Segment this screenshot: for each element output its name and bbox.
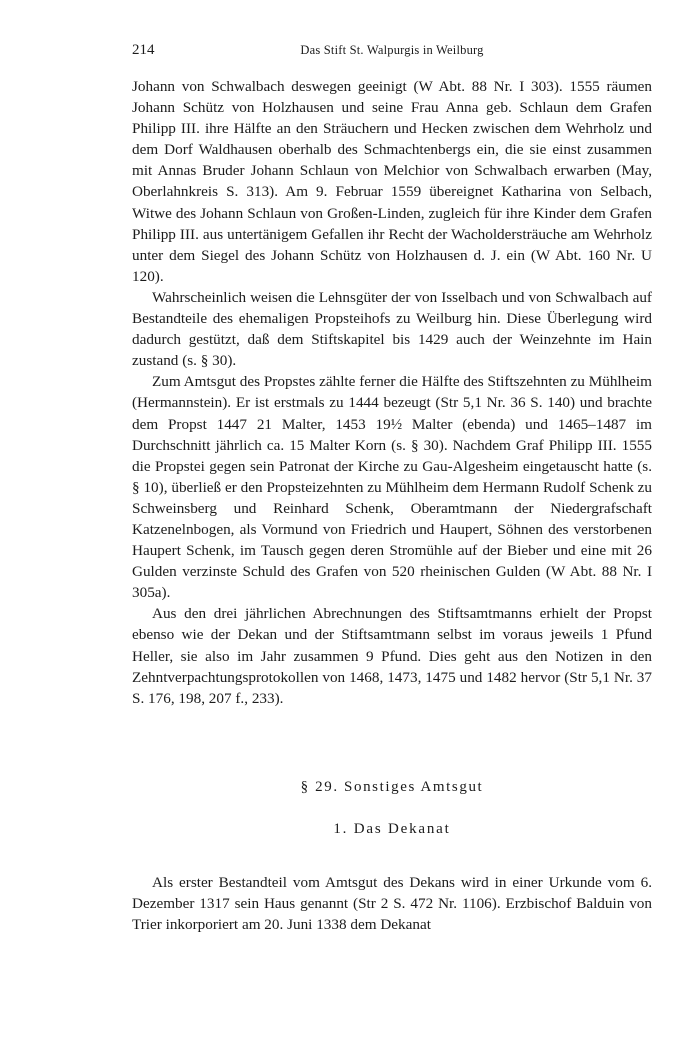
- section-heading: § 29. Sonstiges Amtsgut: [300, 778, 484, 795]
- paragraph: Wahrscheinlich weisen die Lehnsgüter der von Isselbach und von Schwalbach auf Bestandteile des ehemaligen Propsteihofs zu Weilburg hin. Diese Überlegung wird dadurch gestützt, daß dem Stiftskapitel bis 1429 auch der Weinzehnte im Hain zustand (s. § 30).: [132, 288, 652, 370]
- paragraph: Als erster Bestandteil vom Amtsgut des Dekans wird in einer Urkunde vom 6. Dezember 1317 sein Haus genannt (Str 2 S. 472 Nr. 1106). Erzbischof Balduin von Trier inkorporiert am 20. Juni 1338 dem Dekanat: [132, 874, 652, 934]
- running-header: [132, 42, 652, 64]
- paragraph: Zum Amtsgut des Propstes zählte ferner die Hälfte des Stiftszehnten zu Mühlheim (Hermannstein). Er ist erstmals zu 1444 bezeugt (Str 5,1 Nr. 36 S. 140) und brachte dem Propst 1447 21 Malter, 1453 19½ Malter (ebenda) und 1465–1487 im Durchschnitt jährlich ca. 15 Malter Korn (s. § 30). Nachdem Graf Philipp III. 1555 die Propstei gegen sein Patronat der Kirche zu Gau-Algesheim eingetauscht hatte (s. § 10), überließ er den Propsteizehnten zu Mühlheim dem Hermann Rudolf Schenk zu Schweinsberg und Reinhard Schenk, Oberamtmann der Niedergrafschaft Katzenelnbogen, als Vormund von Friedrich und Haupert, Söhnen des verstorbenen Haupert Schenk, im Tausch gegen deren Stromühle auf der Bieber und eine mit 26 Gulden verzinste Schuld des Grafen von 520 rheinischen Gulden (W Abt. 88 Nr. I 305a).: [132, 373, 652, 602]
- running-title: Das Stift St. Walpurgis in Weilburg: [300, 43, 484, 57]
- main-text: [132, 76, 652, 935]
- paragraph: Johann von Schwalbach deswegen geeinigt (W Abt. 88 Nr. I 303). 1555 räumen Johann Schütz von Holzhausen und seine Frau Anna geb. Schlaun dem Grafen Philipp III. ihre Hälfte an den Sträuchern und Hecken zwischen dem Wehrholz und dem Dorf Waldhausen oberhalb des Schmachtenbergs ein, die sie einst zusammen mit Annas Bruder Johann Schlaun von Melchior von Schwalbach erwarben (May, Oberlahnkreis S. 313). Am 9. Februar 1559 übereignet Katharina von Selbach, Witwe des Johann Schlaun von Großen-Linden, zugleich für ihre Kinder dem Grafen Philipp III. aus untertänigem Gefallen ihr Recht der Wacholdersträuche am Wehrholz unter dem Siegel des Johann Schütz von Holzhausen d. J. ein (W Abt. 160 Nr. U 120).: [132, 78, 652, 285]
- book-page: [132, 42, 652, 935]
- page-number: 214: [132, 42, 155, 58]
- subsection-heading: 1. Das Dekanat: [333, 820, 451, 837]
- paragraph: Aus den drei jährlichen Abrechnungen des Stiftsamtmanns erhielt der Propst ebenso wie der Dekan und der Stiftsamtmann selbst im voraus jeweils 1 Pfund Heller, sie also im Jahr zusammen 9 Pfund. Dies geht aus den Notizen in den Zehntverpachtungsprotokollen von 1468, 1473, 1475 und 1482 hervor (Str 5,1 Nr. 37 S. 176, 198, 207 f., 233).: [132, 605, 652, 707]
